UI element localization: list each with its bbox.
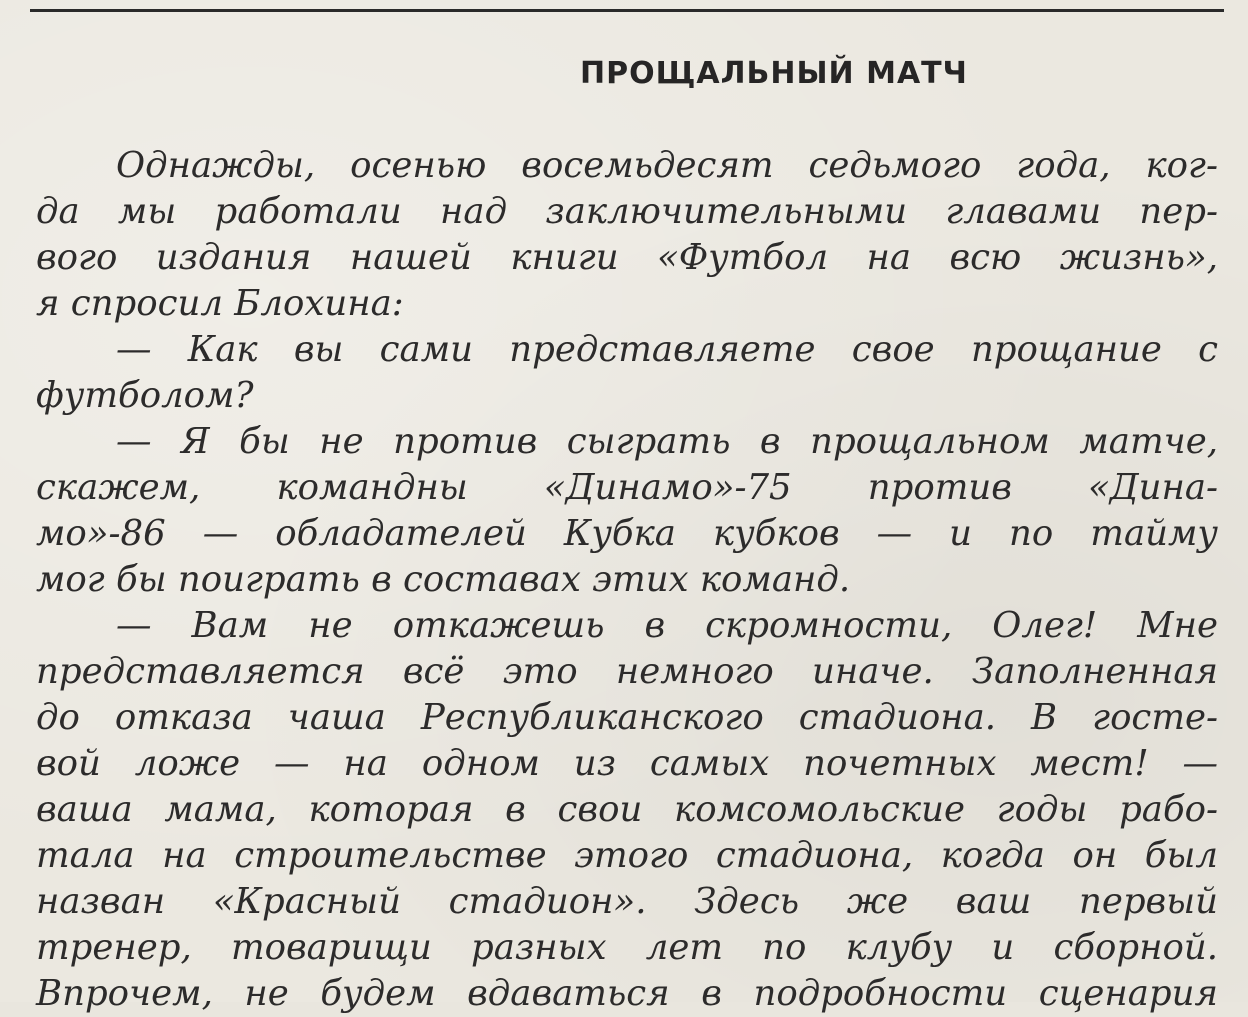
- text-line: я спросил Блохина:: [36, 283, 404, 324]
- text-line: назван «Красный стадион». Здесь же ваш первый: [36, 881, 1218, 922]
- text-line: Впрочем, не будем вдаваться в подробности сценария: [36, 973, 1218, 1014]
- text-line: мог бы поиграть в составах этих команд.: [36, 559, 851, 600]
- text-line: футболом?: [36, 375, 254, 416]
- text-line: тренер, товарищи разных лет по клубу и сборной.: [36, 927, 1218, 968]
- top-rule: [30, 9, 1224, 12]
- text-line: — Вам не откажешь в скромности, Олег! Мне: [116, 605, 1218, 646]
- text-line: тала на строительстве этого стадиона, когда он был: [36, 835, 1218, 876]
- text-line: да мы работали над заключительными главами пер-: [36, 191, 1218, 232]
- text-line: скажем, командны «Динамо»-75 против «Дина-: [36, 467, 1218, 508]
- chapter-heading-text: ПРОЩАЛЬНЫЙ МАТЧ: [580, 56, 968, 91]
- text-line: ваша мама, которая в свои комсомольские годы рабо-: [36, 789, 1218, 830]
- text-line: мо»-86 — обладателей Кубка кубков — и по тайму: [36, 513, 1218, 554]
- body-text: [36, 143, 1218, 1017]
- text-line: вой ложе — на одном из самых почетных мест! —: [36, 743, 1218, 784]
- text-line: вого издания нашей книги «Футбол на всю жизнь»,: [36, 237, 1218, 278]
- text-line: Однажды, осенью восемьдесят седьмого года, ког-: [116, 145, 1218, 186]
- text-line: до отказа чаша Республиканского стадиона. В госте-: [36, 697, 1218, 738]
- text-line: — Как вы сами представляете свое прощание с: [116, 329, 1218, 370]
- text-line: — Я бы не против сыграть в прощальном матче,: [116, 421, 1218, 462]
- chapter-heading: [0, 56, 1160, 91]
- text-line: представляется всё это немного иначе. Заполненная: [36, 651, 1218, 692]
